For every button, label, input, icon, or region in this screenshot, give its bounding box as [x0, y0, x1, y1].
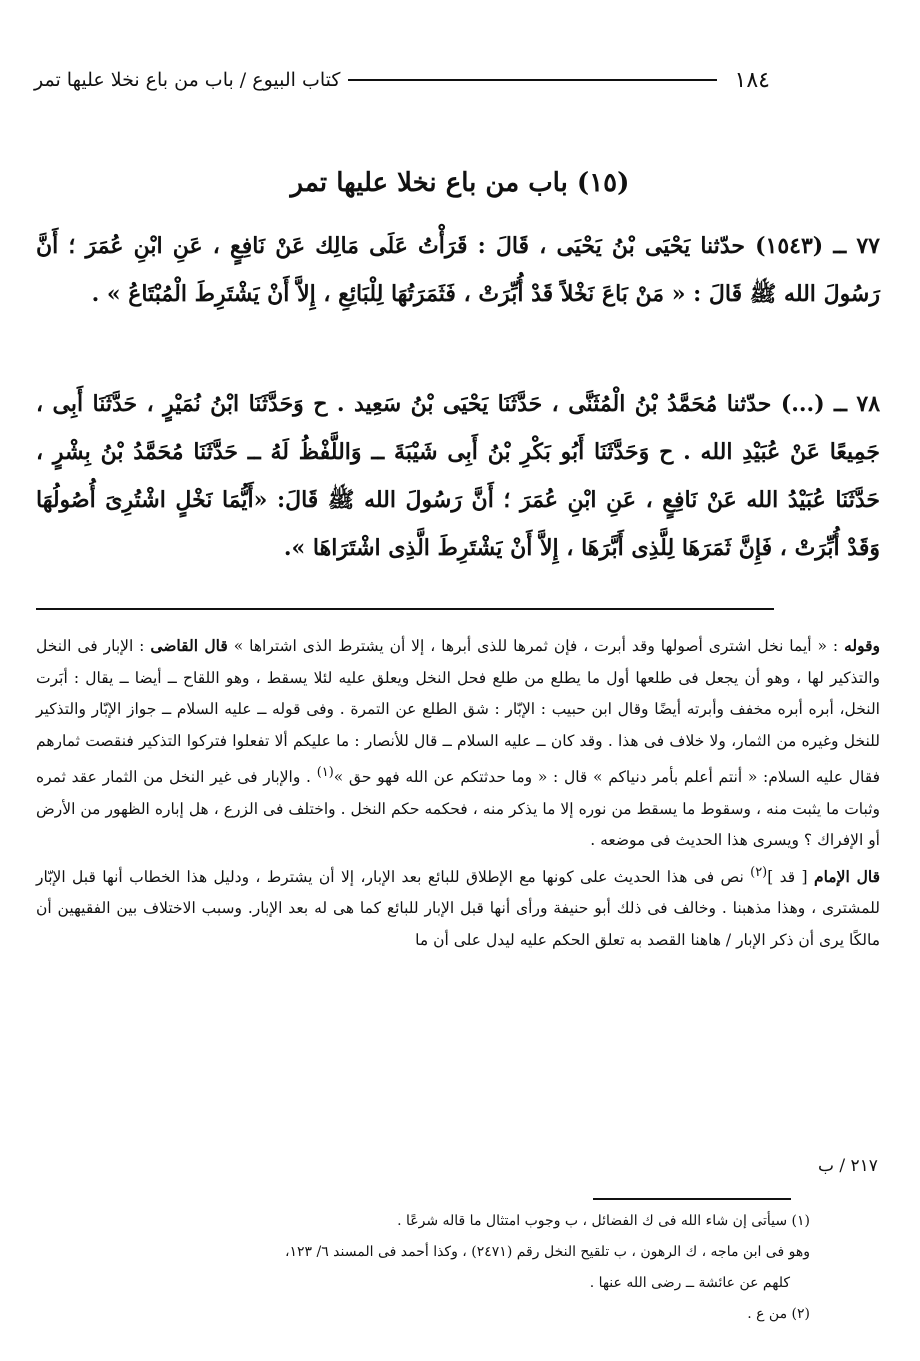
footnote-ref: (٢) [750, 864, 768, 880]
footnote-separator [593, 1198, 791, 1200]
text-separator [36, 608, 774, 610]
footnote-1-continued: كلهم عن عائشة ــ رضى الله عنها . [589, 1275, 790, 1291]
commentary-lead: وقوله [844, 636, 880, 655]
commentary-label-qadi: قال القاضى [150, 636, 228, 655]
hadith-78: ٧٨ ــ (...) حدّثنا مُحَمَّدُ بْنُ الْمُثَنَّى ، حَدَّثَنَا يَحْيَى بْنُ سَعِيد . ح وَحَدَّثَنَا ابْنُ نُمَيْرٍ ، حَدَّثَنَا أَبِى ، جَمِيعًا عَنْ عُبَيْدِ الله . ح وَحَدَّثَنَا أَبُو بَكْرِ بْنُ أَبِى شَيْبَةَ ــ وَاللَّفْظُ لَهُ ــ حَدَّثَنَا مُحَمَّدُ بْنُ بِشْرٍ ، حَدَّثَنَا عُبَيْدُ الله عَنْ نَافِعٍ ، عَنِ ابْنِ عُمَرَ ؛ أَنَّ رَسُولَ الله ﷺ قَالَ: «أَيُّمَا نَخْلٍ اشْتُرِىَ أُصُولُهَا وَقَدْ أُبِّرَتْ ، فَإِنَّ ثَمَرَهَا لِلَّذِى أَبَّرَهَا ، إِلاَّ أَنْ يَشْتَرِطَ الَّذِى اشْتَرَاهَا ». [36, 391, 881, 561]
commentary-text: . والإبار فى غير النخل من الثمار عقد ثمره وثبات ما يثبت منه ، وسقوط ما يسقط من نوره إلا ما يذكر منه ، فحكمه حكم النخل . واختلف فى الزرع ، هل إباره الظهور من الأرض أو الإفراك ؟ ويسرى هذا الحديث فى موضعه . [36, 768, 880, 850]
chapter-title: (١٥) باب من باع نخلا عليها تمر [290, 168, 630, 198]
manuscript-folio-ref: ٢١٧ / ب [818, 1156, 878, 1176]
page-number: ١٨٤ [734, 67, 770, 93]
hadith-77: ٧٧ ــ (١٥٤٣) حدّثنا يَحْيَى بْنُ يَحْيَى ، قَالَ : قَرَأْتُ عَلَى مَالِك عَنْ نَافِعٍ ، عَنِ ابْنِ عُمَرَ ؛ أَنَّ رَسُولَ الله ﷺ قَالَ : « مَنْ بَاعَ نَخْلاً قَدْ أُبِّرَتْ ، فَثَمَرَتُهَا لِلْبَائِعِ ، إِلاَّ أَنْ يَشْتَرِطَ الْمُبْتَاعُ » . [36, 233, 880, 307]
running-title: كتاب البيوع / باب من باع نخلا عليها تمر [34, 69, 341, 91]
commentary-paragraph-2 [36, 857, 880, 957]
commentary-paragraph-1 [36, 630, 880, 857]
commentary-text: : « أيما نخل اشترى أصولها وقد أبرت ، فإن ثمرها للذى أبرها ، إلا أن يشترط الذى اشتراها » [233, 637, 839, 655]
commentary-text: نص فى هذا الحديث على كونها مع الإطلاق للبائع بعد الإبار، إلا أن يشترط ، ودليل هذا الخطاب أنها قبل الإبّار للمشترى ، وهذا مذهبنا . وخالف فى ذلك أبو حنيفة ورأى أنها قبل الإبار للبائع كما هى له بعد الإبار. وسبب الاختلاف بين الفقيهين أن مالكًا يرى أن ذكر الإبار / هاهنا القصد به تعلق الحكم عليه ليدل على أن ما [36, 867, 880, 949]
footnote-2: (٢) من ع . [747, 1306, 810, 1322]
footnote-ref: (١) [316, 765, 334, 780]
commentary-lead-imam: قال الإمام [813, 866, 880, 886]
commentary-bracket: [ قد ] [767, 867, 808, 886]
footnotes [60, 1206, 810, 1330]
footnote-1: (١) سيأتى إن شاء الله فى ك الفضائل ، ب وجوب امتثال ما قاله شرعًا . [397, 1213, 810, 1229]
page-header [34, 62, 770, 98]
commentary [36, 630, 880, 956]
commentary-text: : الإبار فى النخل والتذكير لها ، وهو أن يجعل فى طلعها أول ما يطلع من طلع فحل النخل ويعلق عليه لئلا يسقط ، وهو اللقاح ــ أيضا ــ يقال : أبَرت النخل، أبره أبره مخفف وأبرته أيضًا وقال ابن حبيب : الإبّار : شق الطلع عن التمرة . وفى قوله ــ عليه السلام ــ جواز الإبّار والتذكير للنخل وغيره من الثمار، ولا خلاف فى هذا . وقد كان ــ عليه السلام ــ قال للأنصار : ما عليكم ألا تفعلوا فتركوا التذكير فنقصت ثمارهم فقال عليه السلام: « أنتم أعلم بأمر دنياكم » قال : « وما حدثتكم عن الله فهو حق » [36, 637, 880, 787]
footnote-1-continued: وهو فى ابن ماجه ، ك الرهون ، ب تلقيح النخل رقم (٢٤٧١) ، وكذا أحمد فى المسند ٦/ ١٢٣، [284, 1244, 810, 1260]
header-rule [348, 79, 716, 81]
